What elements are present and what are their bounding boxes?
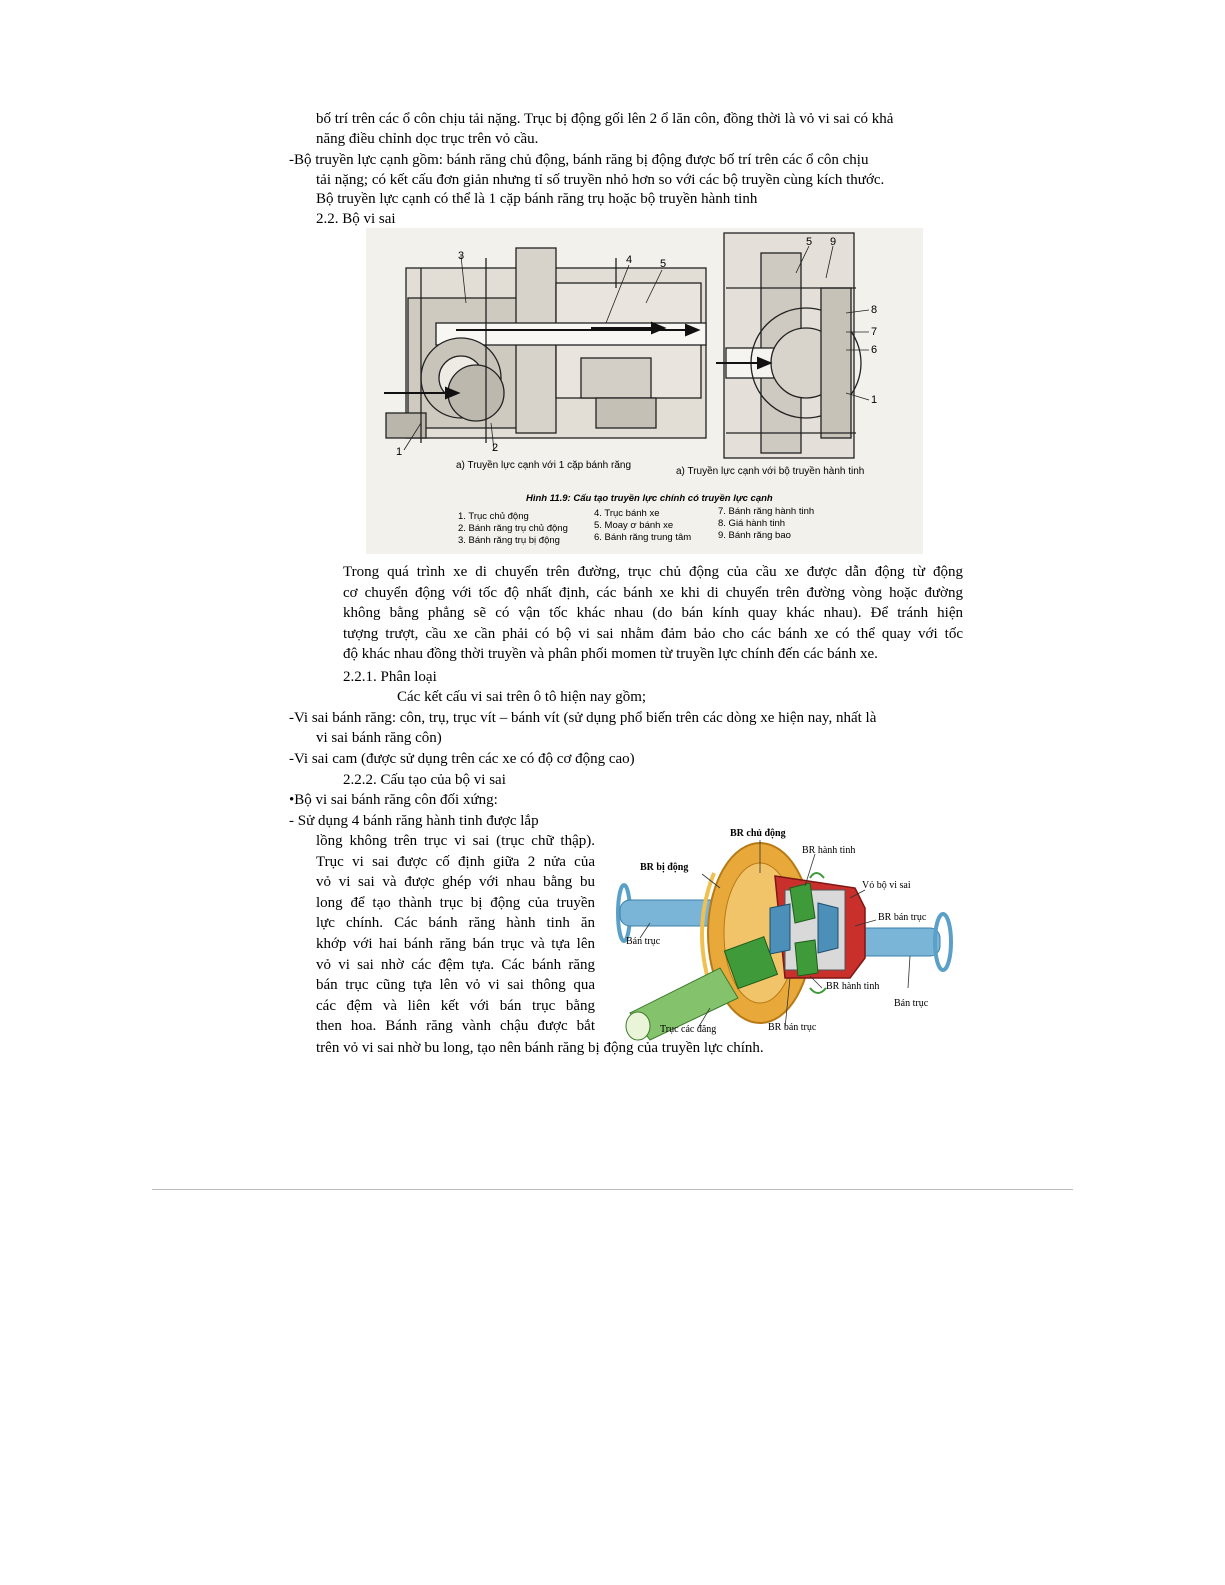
text-line: long để tạo thành trục bị động của truyền — [316, 894, 595, 911]
text-line: Trục vi sai được cố định giữa 2 nửa của — [316, 853, 595, 870]
list-item: -Vi sai cam (được sử dụng trên các xe có độ cơ động cao) — [289, 751, 635, 767]
callout-number: 2 — [492, 442, 499, 454]
subsection-heading: 2.2.1. Phân loại — [343, 669, 437, 685]
callout-number: 7 — [871, 326, 878, 338]
text-line: lồng không trên trục vi sai (trục chữ thập). — [316, 833, 595, 849]
differential-drawing — [610, 828, 963, 1045]
text-line: cơ chuyển động với tốc độ nhất định, các bánh xe khi di chuyển trên đường vòng hoặc đường — [343, 584, 963, 601]
text-line: then hoa. Bánh răng vành chậu được bắt — [316, 1018, 595, 1035]
body-paragraph — [343, 562, 963, 665]
legend-item: 2. Bánh răng trụ chủ động — [458, 523, 568, 534]
callout-number: 9 — [830, 236, 837, 248]
text-line: độ khác nhau đồng thời truyền và phân phối momen từ truyền lực chính đến các bánh xe. — [343, 646, 878, 663]
callout-number: 1 — [396, 446, 403, 458]
text-line: khớp với hai bánh răng bán trục và tựa lên — [316, 935, 595, 952]
label-br-ban-truc: BR bán trục — [878, 912, 927, 923]
legend-item: 3. Bánh răng trụ bị động — [458, 535, 560, 546]
legend-item: 5. Moay ơ bánh xe — [594, 520, 674, 531]
figure-side-transmission — [366, 228, 923, 554]
description-paragraph — [316, 831, 595, 1037]
callout-number: 1 — [871, 394, 878, 406]
text-line: các đệm và liên kết với bán trục bằng — [316, 997, 595, 1014]
figure-legend-col — [458, 511, 568, 547]
legend-item: 4. Trục bánh xe — [594, 508, 660, 519]
legend-item: 8. Giá hành tinh — [718, 518, 786, 529]
text-line: bán trục cũng tựa lên vỏ vi sai thông qua — [316, 977, 595, 994]
text-line: năng điều chỉnh dọc trục trên vỏ cầu. — [316, 131, 539, 147]
label-br-hanh-tinh: BR hành tinh — [802, 845, 856, 856]
transmission-drawing — [366, 228, 923, 554]
text-line: bố trí trên các ổ côn chịu tải nặng. Trục bị động gối lên 2 ổ lăn côn, đồng thời là vỏ vi sai có khả — [316, 111, 894, 127]
text-line: tải nặng; có kết cấu đơn giản nhưng tỉ số truyền nhỏ hơn so với các bộ truyền cùng kích thước. — [316, 172, 885, 188]
text-line: -Bộ truyền lực cạnh gồm: bánh răng chủ động, bánh răng bị động được bố trí trên các ổ côn chịu — [289, 152, 869, 168]
list-item: vi sai bánh răng côn) — [316, 730, 442, 746]
legend-item: 7. Bánh răng hành tinh — [718, 506, 815, 517]
callout-number: 8 — [871, 304, 878, 316]
text-line: trên vỏ vi sai nhờ bu long, tạo nên bánh răng bị động của truyền lực chính. — [316, 1040, 764, 1056]
label-ban-truc: Bán trục — [626, 936, 661, 947]
legend-item: 9. Bánh răng bao — [718, 530, 791, 541]
callout-number: 5 — [806, 236, 813, 248]
callout-number: 5 — [660, 258, 667, 270]
figure-legend-col — [718, 506, 814, 542]
figure-differential — [610, 828, 963, 1045]
text-line: không bằng phẳng sẽ có vận tốc khác nhau (do bán kính quay khác nhau). Để tránh hiện — [343, 605, 963, 622]
text-line: Các kết cấu vi sai trên ô tô hiện nay gồm; — [397, 689, 647, 705]
label-br-ban-truc-bottom: BR bán trục — [768, 1022, 817, 1033]
label-br-chu-dong: BR chủ động — [730, 828, 786, 839]
callout-number: 3 — [458, 250, 465, 262]
text-line: Bộ truyền lực cạnh có thể là 1 cặp bánh răng trụ hoặc bộ truyền hành tinh — [316, 191, 758, 207]
figure-title: Hình 11.9: Cấu tạo truyền lực chính có truyền lực cạnh — [526, 493, 773, 504]
label-vo-bo-vi-sai: Vỏ bộ vi sai — [862, 880, 911, 891]
text-line: - Sử dụng 4 bánh răng hành tinh được lắp — [289, 813, 539, 829]
label-ban-truc-right: Bán trục — [894, 998, 929, 1009]
callout-number: 6 — [871, 344, 878, 356]
text-line: Trong quá trình xe di chuyển trên đường, trục chủ động của cầu xe được dẫn động từ động — [343, 564, 963, 580]
text-line: vỏ vi sai và được ghép với nhau bằng bu — [316, 874, 595, 891]
figure-legend-col — [594, 508, 691, 544]
label-br-hanh-tinh-bottom: BR hành tinh — [826, 981, 880, 992]
callout-number: 4 — [626, 254, 633, 266]
text-line: vỏ vi sai nhờ các đệm tựa. Các bánh răng — [316, 956, 595, 973]
text-line: lực chính. Các bánh răng hành tinh ăn — [316, 915, 595, 932]
figure-caption-b: a) Truyền lực cạnh với bộ truyền hành tinh — [676, 466, 865, 477]
list-item: -Vi sai bánh răng: côn, trụ, trục vít – bánh vít (sử dụng phổ biến trên các dòng xe hiện nay, nhất là — [289, 710, 877, 726]
text-line: tượng trượt, cầu xe cần phải có bộ vi sai nhằm đảm bảo cho các bánh xe có thể quay với tốc — [343, 625, 963, 642]
subsection-heading: 2.2.2. Cấu tạo của bộ vi sai — [343, 772, 506, 788]
page-divider — [152, 1189, 1073, 1190]
section-heading: 2.2. Bộ vi sai — [316, 211, 396, 227]
legend-item: 6. Bánh răng trung tâm — [594, 532, 692, 543]
figure-caption-a: a) Truyền lực cạnh với 1 cặp bánh răng — [456, 460, 632, 471]
text-line: •Bộ vi sai bánh răng côn đối xứng: — [289, 792, 498, 808]
label-br-bi-dong: BR bị động — [640, 862, 689, 873]
legend-item: 1. Trục chủ động — [458, 511, 529, 522]
label-truc-cac-dang: Trục các đăng — [660, 1024, 717, 1035]
